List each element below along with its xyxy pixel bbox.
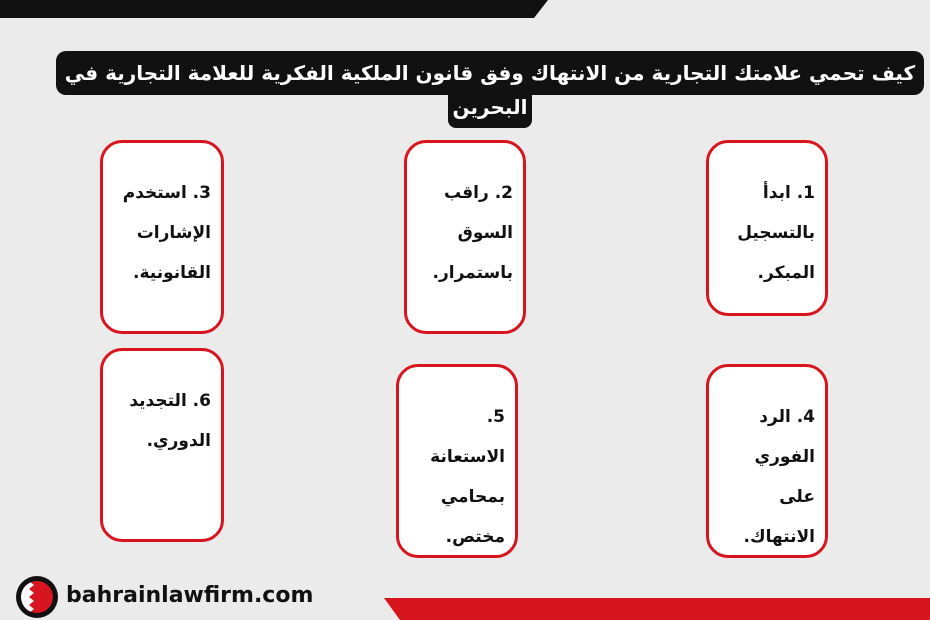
tip-card-4-text: 4. الرد الفوري على الانتهاك. [743, 407, 815, 547]
tip-card-6-text: 6. التجديد الدوري. [129, 391, 211, 451]
tip-card-4 [706, 364, 828, 558]
bottom-decorative-bar [384, 598, 930, 620]
title-line-1: كيف تحمي علامتك التجارية من الانتهاك وفق قانون الملكية الفكرية للعلامة التجارية في [56, 51, 924, 95]
title-line-2: البحرين [448, 92, 532, 128]
top-decorative-bar [0, 0, 548, 18]
tip-card-5-text: 5. الاستعانة بمحامي مختص. [430, 407, 505, 547]
bahrain-flag-icon [16, 576, 58, 618]
tip-card-1 [706, 140, 828, 316]
tip-card-1-text: 1. ابدأ بالتسجيل المبكر. [737, 183, 815, 283]
tip-card-2 [404, 140, 526, 334]
tip-card-3-text: 3. استخدم الإشارات القانونية. [122, 183, 211, 283]
tip-card-2-text: 2. راقب السوق باستمرار. [432, 183, 513, 283]
tip-card-3 [100, 140, 224, 334]
tip-card-6 [100, 348, 224, 542]
tip-card-5 [396, 364, 518, 558]
site-name: bahrainlawfirm.com [66, 583, 314, 608]
